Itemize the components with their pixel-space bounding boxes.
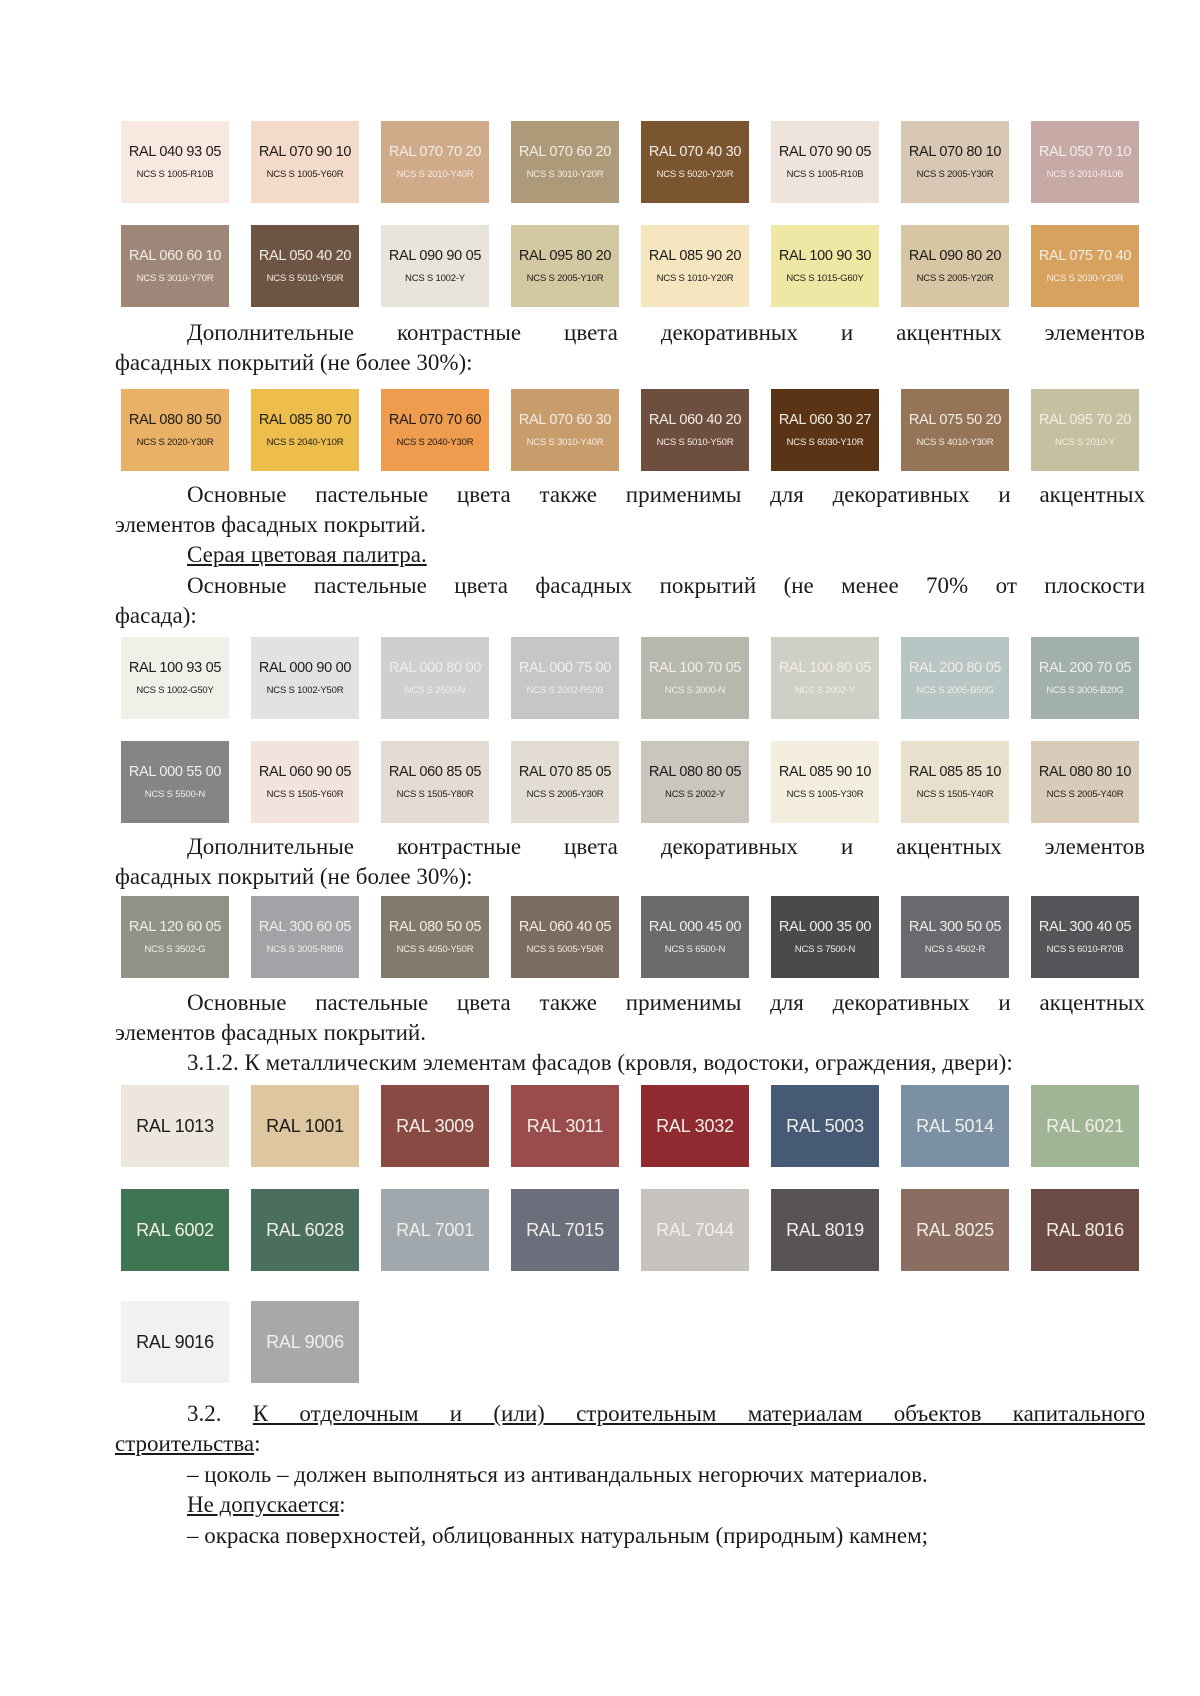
swatch-ral-code: RAL 6021 [1046, 1115, 1124, 1136]
swatch-ncs-code: NCS S 2005-Y20R [916, 273, 994, 284]
materials-heading-part2: строительства [115, 1431, 255, 1456]
color-swatch [381, 741, 489, 823]
swatch-ncs-code: NCS S 2005-Y10R [526, 273, 604, 284]
swatch-ral-code: RAL 085 80 70 [258, 412, 352, 428]
paragraph-warm-accent-line2: фасадных покрытий (не более 30%): [115, 350, 473, 375]
swatch-ral-code: RAL 100 93 05 [128, 660, 222, 676]
color-swatch [121, 741, 229, 823]
color-swatch [901, 121, 1009, 203]
swatch-ncs-code: NCS S 2040-Y10R [266, 437, 344, 448]
swatch-ral-code: RAL 060 30 27 [778, 412, 872, 428]
color-swatch [771, 637, 879, 719]
swatch-ral-code: RAL 080 80 50 [128, 412, 222, 428]
swatch-ral-code: RAL 075 50 20 [908, 412, 1002, 428]
swatch-ncs-code: NCS S 5010-Y50R [266, 273, 344, 284]
color-swatch [121, 896, 229, 978]
swatch-ral-code: RAL 070 90 10 [258, 144, 352, 160]
swatch-ral-code: RAL 8019 [786, 1219, 864, 1240]
swatch-ncs-code: NCS S 1505-Y40R [916, 789, 994, 800]
swatch-ral-code: RAL 7044 [656, 1219, 734, 1240]
swatch-ral-code: RAL 7001 [396, 1219, 474, 1240]
color-swatch [121, 1085, 229, 1167]
swatch-ncs-code: NCS S 5020-Y20R [656, 169, 734, 180]
heading-grey-palette [115, 540, 1145, 570]
swatch-ral-code: RAL 200 80 05 [908, 660, 1002, 676]
list-item-plinth: – цоколь – должен выполняться из антивандальных негорючих материалов. [187, 1462, 928, 1487]
swatch-ral-code: RAL 000 45 00 [648, 919, 742, 935]
color-swatch [121, 121, 229, 203]
swatch-ral-code: RAL 200 70 05 [1038, 660, 1132, 676]
paragraph-warm-note-line1: Основные пастельные цвета также применимы для декоративных и акцентных [187, 482, 1145, 507]
swatch-ral-code: RAL 060 40 05 [518, 919, 612, 935]
list-item-painting: – окраска поверхностей, облицованных натуральным (природным) камнем; [187, 1523, 929, 1548]
swatch-ncs-code: NCS S 3502-G [144, 944, 206, 955]
color-swatch [381, 225, 489, 307]
color-swatch [1031, 1085, 1139, 1167]
swatch-ncs-code: NCS S 1005-R10B [786, 169, 864, 180]
swatch-ral-code: RAL 3009 [396, 1115, 474, 1136]
paragraph-materials-line1 [115, 1399, 1145, 1429]
color-swatch [251, 637, 359, 719]
swatch-ncs-code: NCS S 2500-N [404, 685, 466, 696]
swatch-ral-code: RAL 080 50 05 [388, 919, 482, 935]
not-allowed-text: Не допускается [187, 1492, 340, 1517]
swatch-ncs-code: NCS S 3005-B20G [1046, 685, 1124, 696]
color-swatch [381, 1189, 489, 1271]
color-swatch [771, 1189, 879, 1271]
color-swatch [121, 637, 229, 719]
swatch-ncs-code: NCS S 6010-R70B [1046, 944, 1124, 955]
swatch-ral-code: RAL 070 70 20 [388, 144, 482, 160]
paragraph-grey-note-line2: элементов фасадных покрытий. [115, 1020, 426, 1045]
color-swatch [1031, 741, 1139, 823]
color-swatch [381, 896, 489, 978]
swatch-ncs-code: NCS S 1002-Y50R [266, 685, 344, 696]
swatch-ral-code: RAL 090 80 20 [908, 248, 1002, 264]
paragraph-grey-accent-line2: фасадных покрытий (не более 30%): [115, 864, 473, 889]
color-swatch [771, 1085, 879, 1167]
color-swatch [901, 741, 1009, 823]
color-swatch [901, 1189, 1009, 1271]
color-swatch [121, 225, 229, 307]
swatch-ral-code: RAL 1001 [266, 1115, 344, 1136]
swatch-ncs-code: NCS S 1505-Y80R [396, 789, 474, 800]
swatch-ral-code: RAL 6002 [136, 1219, 214, 1240]
swatch-ral-code: RAL 100 70 05 [648, 660, 742, 676]
color-swatch [511, 121, 619, 203]
paragraph-warm-accent-line1: Дополнительные контрастные цвета декоративных и акцентных элементов [187, 320, 1145, 345]
swatch-ral-code: RAL 090 90 05 [388, 248, 482, 264]
swatch-ral-code: RAL 070 80 10 [908, 144, 1002, 160]
color-swatch [901, 225, 1009, 307]
color-swatch [511, 389, 619, 471]
swatch-ral-code: RAL 5003 [786, 1115, 864, 1136]
swatch-ral-code: RAL 8025 [916, 1219, 994, 1240]
color-swatch [641, 1189, 749, 1271]
color-swatch [511, 741, 619, 823]
swatch-ncs-code: NCS S 1002-G50Y [136, 685, 214, 696]
color-swatch [1031, 1189, 1139, 1271]
swatch-ral-code: RAL 060 85 05 [388, 764, 482, 780]
color-swatch [251, 1189, 359, 1271]
swatch-ncs-code: NCS S 6500-N [664, 944, 726, 955]
swatch-ral-code: RAL 050 70 10 [1038, 144, 1132, 160]
swatch-ral-code: RAL 085 90 10 [778, 764, 872, 780]
swatch-ral-code: RAL 300 50 05 [908, 919, 1002, 935]
swatch-ral-code: RAL 6028 [266, 1219, 344, 1240]
paragraph-grey-note-line1: Основные пастельные цвета также применимы для декоративных и акцентных [187, 990, 1145, 1015]
heading-metal-elements: 3.1.2. К металлическим элементам фасадов (кровля, водостоки, ограждения, двери): [187, 1050, 1013, 1075]
paragraph-grey-main-line2: фасада): [115, 603, 197, 628]
swatch-ral-code: RAL 000 35 00 [778, 919, 872, 935]
swatch-ral-code: RAL 070 60 30 [518, 412, 612, 428]
swatch-ncs-code: NCS S 1005-R10B [136, 169, 214, 180]
swatch-ncs-code: NCS S 2002-Y [795, 685, 855, 696]
color-swatch [511, 637, 619, 719]
color-swatch [901, 1085, 1009, 1167]
color-swatch [121, 1189, 229, 1271]
swatch-ral-code: RAL 9016 [136, 1331, 214, 1352]
swatch-ral-code: RAL 070 40 30 [648, 144, 742, 160]
swatch-ncs-code: NCS S 2002-Y [665, 789, 725, 800]
swatch-ncs-code: NCS S 1005-Y60R [266, 169, 344, 180]
color-swatch [771, 389, 879, 471]
color-swatch [381, 389, 489, 471]
swatch-ncs-code: NCS S 2010-Y [1055, 437, 1115, 448]
swatch-ncs-code: NCS S 2020-Y30R [136, 437, 214, 448]
color-swatch [511, 1085, 619, 1167]
swatch-ncs-code: NCS S 3010-Y40R [526, 437, 604, 448]
color-swatch [511, 225, 619, 307]
swatch-ncs-code: NCS S 3010-Y20R [526, 169, 604, 180]
swatch-ral-code: RAL 080 80 05 [648, 764, 742, 780]
swatch-ral-code: RAL 075 70 40 [1038, 248, 1132, 264]
swatch-ral-code: RAL 000 55 00 [128, 764, 222, 780]
color-swatch [121, 389, 229, 471]
swatch-ncs-code: NCS S 3010-Y70R [136, 273, 214, 284]
color-swatch [251, 741, 359, 823]
swatch-ncs-code: NCS S 5500-N [144, 789, 206, 800]
swatch-ral-code: RAL 095 80 20 [518, 248, 612, 264]
swatch-ncs-code: NCS S 2005-B50G [916, 685, 994, 696]
swatch-ral-code: RAL 7015 [526, 1219, 604, 1240]
swatch-ral-code: RAL 3032 [656, 1115, 734, 1136]
materials-colon: : [254, 1431, 261, 1456]
swatch-ral-code: RAL 000 80 00 [388, 660, 482, 676]
color-swatch [771, 896, 879, 978]
swatch-ral-code: RAL 040 93 05 [128, 144, 222, 160]
swatch-ncs-code: NCS S 2010-R10B [1046, 169, 1124, 180]
swatch-ncs-code: NCS S 7500-N [794, 944, 856, 955]
swatch-ncs-code: NCS S 3000-N [664, 685, 726, 696]
heading-grey-palette-text: Серая цветовая палитра. [187, 542, 427, 567]
color-swatch [1031, 896, 1139, 978]
color-swatch [771, 741, 879, 823]
swatch-ral-code: RAL 070 60 20 [518, 144, 612, 160]
section-number: 3.2. [187, 1401, 253, 1426]
swatch-ncs-code: NCS S 5005-Y50R [526, 944, 604, 955]
swatch-ral-code: RAL 300 40 05 [1038, 919, 1132, 935]
swatch-ral-code: RAL 060 60 10 [128, 248, 222, 264]
paragraph-grey-accent-line1: Дополнительные контрастные цвета декоративных и акцентных элементов [187, 834, 1145, 859]
swatch-ral-code: RAL 9006 [266, 1331, 344, 1352]
swatch-ncs-code: NCS S 6030-Y10R [786, 437, 864, 448]
color-swatch [641, 389, 749, 471]
swatch-ncs-code: NCS S 1010-Y20R [656, 273, 734, 284]
color-swatch [251, 225, 359, 307]
color-swatch [641, 637, 749, 719]
color-swatch [641, 741, 749, 823]
color-swatch [641, 121, 749, 203]
color-swatch [251, 389, 359, 471]
color-swatch [771, 121, 879, 203]
swatch-ral-code: RAL 095 70 20 [1038, 412, 1132, 428]
swatch-ncs-code: NCS S 2005-Y40R [1046, 789, 1124, 800]
color-swatch [381, 637, 489, 719]
swatch-ral-code: RAL 3011 [526, 1115, 604, 1136]
swatch-ral-code: RAL 300 60 05 [258, 919, 352, 935]
color-swatch [251, 896, 359, 978]
swatch-ral-code: RAL 050 40 20 [258, 248, 352, 264]
swatch-ncs-code: NCS S 2040-Y30R [396, 437, 474, 448]
swatch-ncs-code: NCS S 1505-Y60R [266, 789, 344, 800]
swatch-ral-code: RAL 070 85 05 [518, 764, 612, 780]
swatch-ral-code: RAL 8016 [1046, 1219, 1124, 1240]
swatch-ral-code: RAL 100 90 30 [778, 248, 872, 264]
not-allowed-colon: : [339, 1492, 346, 1517]
color-swatch [511, 1189, 619, 1271]
swatch-ncs-code: NCS S 4010-Y30R [916, 437, 994, 448]
swatch-ral-code: RAL 060 90 05 [258, 764, 352, 780]
color-swatch [121, 1301, 229, 1383]
color-swatch [1031, 121, 1139, 203]
swatch-ncs-code: NCS S 2005-Y30R [916, 169, 994, 180]
swatch-ncs-code: NCS S 2030-Y20R [1046, 273, 1124, 284]
swatch-ncs-code: NCS S 4050-Y50R [396, 944, 474, 955]
color-swatch [641, 1085, 749, 1167]
swatch-ral-code: RAL 085 90 20 [648, 248, 742, 264]
swatch-ral-code: RAL 000 75 00 [518, 660, 612, 676]
swatch-ral-code: RAL 070 90 05 [778, 144, 872, 160]
swatch-ral-code: RAL 120 60 05 [128, 919, 222, 935]
swatch-ral-code: RAL 060 40 20 [648, 412, 742, 428]
color-swatch [1031, 225, 1139, 307]
swatch-ncs-code: NCS S 1015-G60Y [786, 273, 864, 284]
color-swatch [251, 1301, 359, 1383]
color-swatch [1031, 389, 1139, 471]
color-swatch [251, 1085, 359, 1167]
heading-not-allowed [115, 1490, 1145, 1520]
materials-heading-part1: К отделочным и (или) строительным материалам объектов капитального [252, 1401, 1145, 1426]
color-swatch [901, 637, 1009, 719]
swatch-ncs-code: NCS S 2010-Y40R [396, 169, 474, 180]
swatch-ral-code: RAL 5014 [916, 1115, 994, 1136]
swatch-ral-code: RAL 000 90 00 [258, 660, 352, 676]
swatch-ncs-code: NCS S 1002-Y [405, 273, 465, 284]
swatch-ral-code: RAL 070 70 60 [388, 412, 482, 428]
swatch-ncs-code: NCS S 1005-Y30R [786, 789, 864, 800]
color-swatch [1031, 637, 1139, 719]
paragraph-grey-main-line1: Основные пастельные цвета фасадных покрытий (не менее 70% от плоскости [187, 573, 1145, 598]
color-swatch [641, 225, 749, 307]
swatch-ncs-code: NCS S 4502-R [924, 944, 986, 955]
swatch-ncs-code: NCS S 5010-Y50R [656, 437, 734, 448]
color-swatch [511, 896, 619, 978]
paragraph-materials-line2 [115, 1429, 1145, 1459]
color-swatch [771, 225, 879, 307]
paragraph-warm-note-line2: элементов фасадных покрытий. [115, 512, 426, 537]
color-swatch [381, 1085, 489, 1167]
swatch-ral-code: RAL 080 80 10 [1038, 764, 1132, 780]
swatch-ncs-code: NCS S 2005-Y30R [526, 789, 604, 800]
color-swatch [901, 896, 1009, 978]
swatch-ncs-code: NCS S 3005-R80B [266, 944, 344, 955]
color-swatch [381, 121, 489, 203]
swatch-ral-code: RAL 1013 [136, 1115, 214, 1136]
swatch-ral-code: RAL 085 85 10 [908, 764, 1002, 780]
color-swatch [641, 896, 749, 978]
color-swatch [251, 121, 359, 203]
swatch-ncs-code: NCS S 2002-R50B [526, 685, 604, 696]
swatch-ral-code: RAL 100 80 05 [778, 660, 872, 676]
color-swatch [901, 389, 1009, 471]
